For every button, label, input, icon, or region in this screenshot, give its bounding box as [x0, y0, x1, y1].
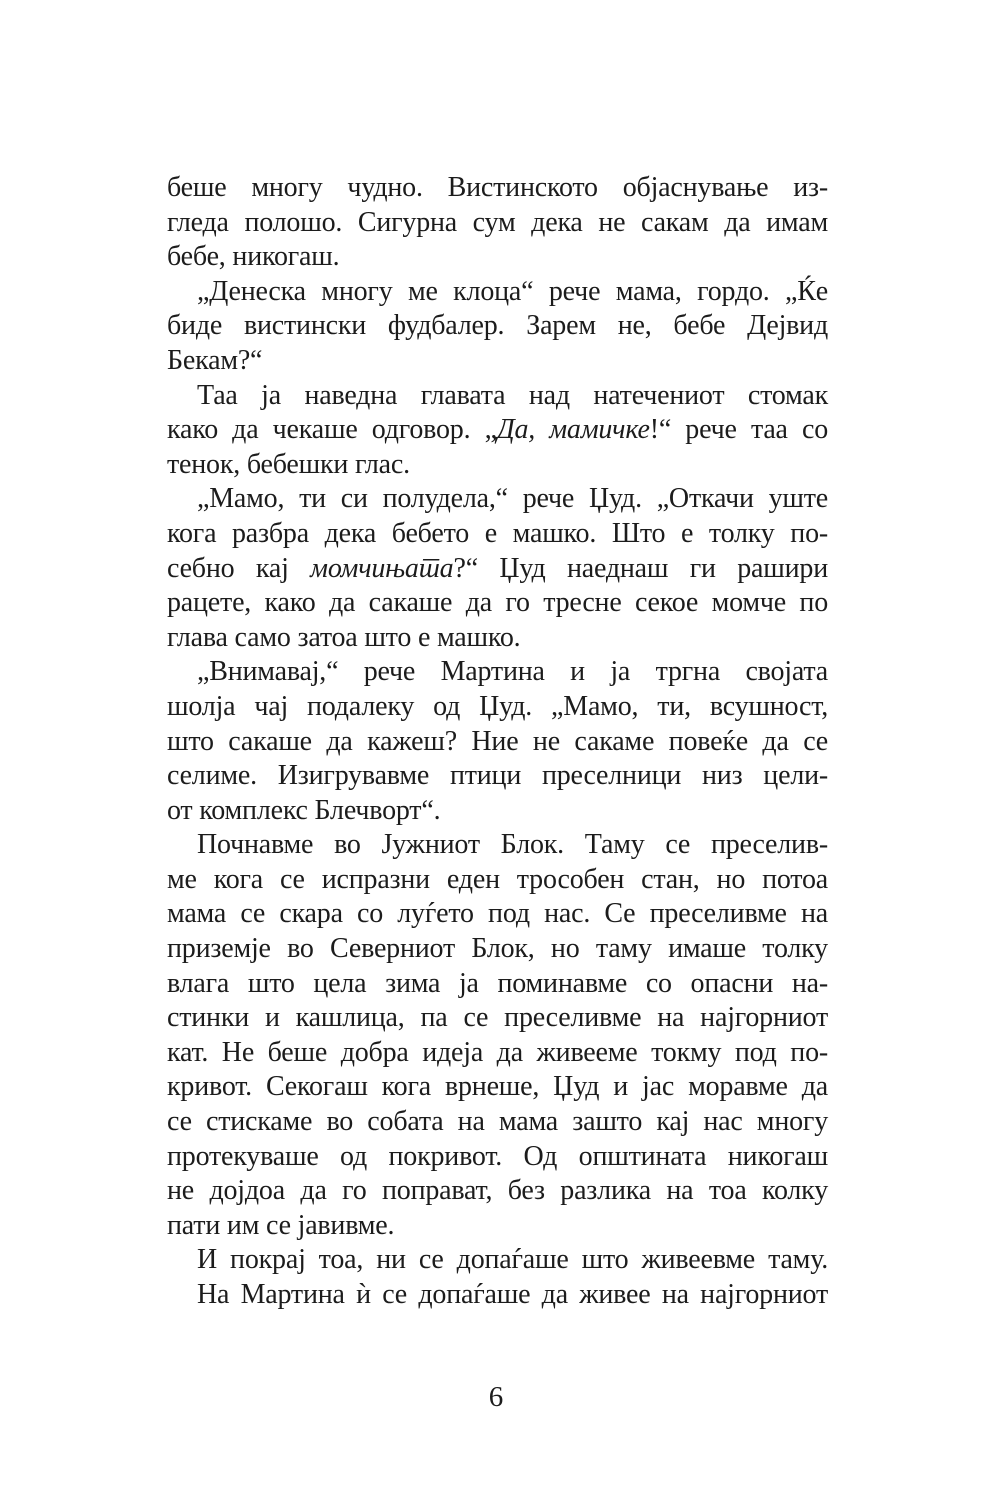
text-line: [167, 759, 828, 794]
text-segment: Бекам?“: [167, 344, 263, 376]
text-segment: кога разбра дека бебето е машко. Што е толку по-: [167, 517, 828, 549]
text-segment: Почнавме во Јужниот Блок. Таму се преселив-: [197, 829, 828, 861]
text-segment: селиме. Изигрувавме птици преселници низ цели-: [167, 760, 828, 792]
text-segment: „Внимавај,“ рече Мартина и ја тргна својата: [197, 656, 828, 688]
text-line: [167, 655, 828, 690]
text-line: [167, 413, 828, 448]
text-segment: рацете, како да сакаше да го тресне секое момче по: [167, 587, 828, 619]
text-segment: беше многу чудно. Вистинското објаснување из-: [167, 172, 828, 203]
text-line: [167, 690, 828, 725]
text-line: [167, 1070, 828, 1105]
text-segment: !“ рече таа со: [649, 414, 828, 446]
italic-text-segment: момчињата: [310, 552, 454, 584]
text-segment: приземје во Северниот Блок, но таму имаше толку: [167, 933, 828, 965]
text-line: [167, 344, 828, 379]
text-segment: влага што цела зима ја поминавме со опасни на-: [167, 967, 828, 999]
text-segment: тенок, бебешки глас.: [167, 448, 410, 480]
text-segment: себно кај: [167, 552, 311, 584]
text-line: [167, 967, 828, 1002]
text-line: [167, 1140, 828, 1175]
text-line: [167, 171, 828, 206]
text-line: [167, 1036, 828, 1071]
text-line: [167, 1278, 828, 1313]
text-line: [167, 621, 828, 656]
text-segment: како да чекаше одговор. „: [167, 414, 497, 446]
text-segment: мама се скара со луѓето под нас. Се преселивме на: [167, 898, 828, 930]
text-segment: биде вистински фудбалер. Зарем не, бебе Дејвид: [167, 310, 828, 342]
text-segment: ме кога се испразни еден трособен стан, но потоа: [167, 863, 828, 895]
text-segment: стинки и кашлица, па се преселивме на најгорниот: [167, 1002, 828, 1034]
text-segment: кат. Не беше добра идеја да живееме токму под по-: [167, 1036, 828, 1068]
text-line: [167, 552, 828, 587]
text-line: [167, 309, 828, 344]
text-line: [167, 897, 828, 932]
text-segment: На Мартина ѝ се допаѓаше да живее на најгорниот: [197, 1279, 828, 1310]
text-line: [167, 863, 828, 898]
text-line: [167, 725, 828, 760]
text-segment: протекуваше од покривот. Од општината никогаш: [167, 1140, 828, 1172]
text-line: [167, 482, 828, 517]
text-segment: бебе, никогаш.: [167, 241, 340, 273]
text-segment: Таа ја наведна главата над натечениот стомак: [197, 379, 828, 411]
text-segment: кривот. Секогаш кога врнеше, Џуд и јас моравме да: [167, 1071, 828, 1103]
text-segment: глава само затоа што е машко.: [167, 621, 521, 653]
text-line: [167, 586, 828, 621]
text-segment: от комплекс Блечворт“.: [167, 794, 441, 826]
page-number: 6: [488, 1381, 504, 1413]
text-line: [167, 1105, 828, 1140]
text-line: [167, 517, 828, 552]
text-line: [167, 379, 828, 414]
text-segment: ?“ Џуд наеднаш ги рашири: [453, 552, 828, 584]
text-segment: И покрај тоа, ни се допаѓаше што живеевме таму.: [197, 1244, 828, 1276]
text-segment: што сакаше да кажеш? Ние не сакаме повеќе да се: [167, 725, 828, 757]
text-line: [167, 275, 828, 310]
text-line: [167, 448, 828, 483]
text-segment: „Денеска многу ме клоца“ рече мама, гордо. „Ќе: [197, 275, 828, 307]
text-line: [167, 1001, 828, 1036]
text-line: [167, 1243, 828, 1278]
text-line: [167, 794, 828, 829]
text-line: [167, 828, 828, 863]
text-segment: гледа полошо. Сигурна сум дека не сакам да имам: [167, 206, 828, 238]
text-segment: не дојдоа да го поправат, без разлика на тоа колку: [167, 1175, 828, 1207]
italic-text-segment: Да, мамичке: [496, 414, 650, 446]
text-line: [167, 1209, 828, 1244]
text-block: [167, 171, 828, 1313]
text-segment: пати им се јавивме.: [167, 1209, 395, 1241]
text-line: [167, 932, 828, 967]
text-segment: се стискаме во собата на мама зашто кај нас многу: [167, 1106, 828, 1138]
text-line: [167, 240, 828, 275]
text-segment: „Мамо, ти си полудела,“ рече Џуд. „Откачи уште: [197, 483, 828, 515]
text-line: [167, 206, 828, 241]
text-line: [167, 1174, 828, 1209]
text-segment: шолја чај подалеку од Џуд. „Мамо, ти, всушност,: [167, 690, 828, 722]
